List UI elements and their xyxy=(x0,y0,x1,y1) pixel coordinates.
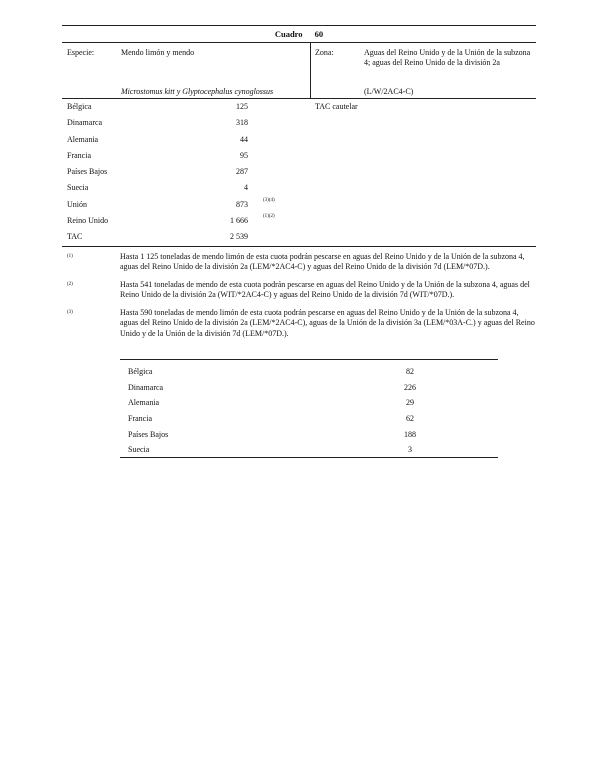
footnote-text: Hasta 1 125 toneladas de mendo limón de esta cuota podrán pescarse en aguas del Reino Unido y de la Unión de la subzona 4, aguas del Reino Unido de la división 2a (LEM/*2AC4-C) y aguas del Reino Unido de la división 7d (LEM/*07D.). xyxy=(120,251,525,272)
title-number: 60 xyxy=(314,29,324,39)
country-cell: Reino Unido xyxy=(67,216,109,226)
note-ref: (3)(4) xyxy=(263,197,275,203)
sub-value-cell: 62 xyxy=(406,414,414,424)
sub-value-cell: 82 xyxy=(406,367,414,376)
value-cell: 1 666 xyxy=(230,216,248,226)
country-cell: Dinamarca xyxy=(67,118,103,128)
footnote-text: Hasta 541 toneladas de mendo de esta cuota podrán pescarse en aguas del Reino Unido y de la Unión de la subzona 4, aguas del Reino Unido de la división 2a (WIT/*2AC4-C) y aguas del Reino Unido de la división 7d (WIT/*07D.). xyxy=(120,279,530,300)
species-latin: Microstomus kitt y Glyptocephalus cynoglossus xyxy=(121,87,274,96)
sub-table-row xyxy=(120,441,498,457)
sub-country-cell: Suecia xyxy=(128,445,150,455)
value-cell: 4 xyxy=(244,183,248,193)
value-cell: 125 xyxy=(236,102,248,111)
sub-value-cell: 3 xyxy=(408,445,412,455)
title-label: Cuadro xyxy=(274,29,303,39)
zone-code: (L/W/2AC4-C) xyxy=(364,87,414,96)
country-cell: Bélgica xyxy=(67,102,92,111)
table-row xyxy=(62,229,536,245)
sub-table-row xyxy=(120,379,498,395)
footnote-key: (3) xyxy=(67,309,73,315)
quota-table xyxy=(62,25,536,346)
table-row xyxy=(62,164,536,180)
country-cell: Unión xyxy=(67,199,87,209)
sub-country-cell: Francia xyxy=(128,414,152,424)
table-row xyxy=(62,132,536,148)
table-row xyxy=(62,115,536,131)
table-header xyxy=(62,43,536,98)
country-cell: Alemania xyxy=(67,134,99,144)
footnote-key: (1) xyxy=(67,253,73,259)
value-cell: 287 xyxy=(236,167,248,177)
zone-label: Zona: xyxy=(315,48,334,57)
value-cell: 95 xyxy=(240,150,248,160)
sub-country-cell: Países Bajos xyxy=(128,429,169,439)
country-cell: TAC xyxy=(67,232,83,242)
table-row xyxy=(62,148,536,164)
footnote xyxy=(62,308,536,340)
note-ref: (1)(2) xyxy=(263,214,275,220)
table-row xyxy=(62,180,536,196)
sub-table-row xyxy=(120,394,498,410)
value-cell: 44 xyxy=(240,134,248,144)
sub-value-cell: 226 xyxy=(404,382,416,392)
table-row xyxy=(62,197,536,213)
species-label: Especie: xyxy=(67,48,95,57)
value-cell: 2 539 xyxy=(230,232,248,242)
table-row xyxy=(62,99,536,115)
footnotes xyxy=(62,247,536,340)
sub-country-cell: Dinamarca xyxy=(128,382,164,392)
sub-table xyxy=(120,359,498,458)
sub-table-row xyxy=(120,410,498,426)
zone-text: Aguas del Reino Unido y de la Unión de la subzona 4; aguas del Reino Unido de la división 2a xyxy=(364,48,531,67)
sub-value-cell: 29 xyxy=(406,398,414,408)
sub-value-cell: 188 xyxy=(404,429,416,439)
footnote-text: Hasta 590 toneladas de mendo limón de esta cuota podrán pescarse en aguas del Reino Unido y de la Unión de la subzona 4, aguas del Reino Unido de la división 2a (LEM/*2AC4-C), aguas de la Unión de la división 3a (LEM/*03A-C.) y aguas del Reino Unido y de la Unión de la división 7d (LEM/*07D.). xyxy=(120,307,535,338)
sub-table-row xyxy=(120,426,498,442)
country-cell: Suecia xyxy=(67,183,89,193)
quota-rows xyxy=(62,99,536,246)
sub-table-row xyxy=(120,363,498,379)
header-divider xyxy=(310,43,311,98)
table-title xyxy=(62,26,536,42)
sub-country-cell: Alemania xyxy=(128,398,160,408)
sub-rows xyxy=(120,360,498,457)
sub-country-cell: Bélgica xyxy=(128,367,153,376)
footnote-key: (2) xyxy=(67,281,73,287)
footnote xyxy=(62,280,536,301)
country-cell: Francia xyxy=(67,150,91,160)
value-cell: 318 xyxy=(236,118,248,128)
footnote xyxy=(62,252,536,273)
sub-bottom-rule xyxy=(120,457,498,458)
species-common: Mendo limón y mendo xyxy=(121,48,195,57)
country-cell: Países Bajos xyxy=(67,167,108,177)
value-cell: 873 xyxy=(236,199,248,209)
table-row xyxy=(62,213,536,229)
tac-cell: TAC cautelar xyxy=(315,102,358,111)
